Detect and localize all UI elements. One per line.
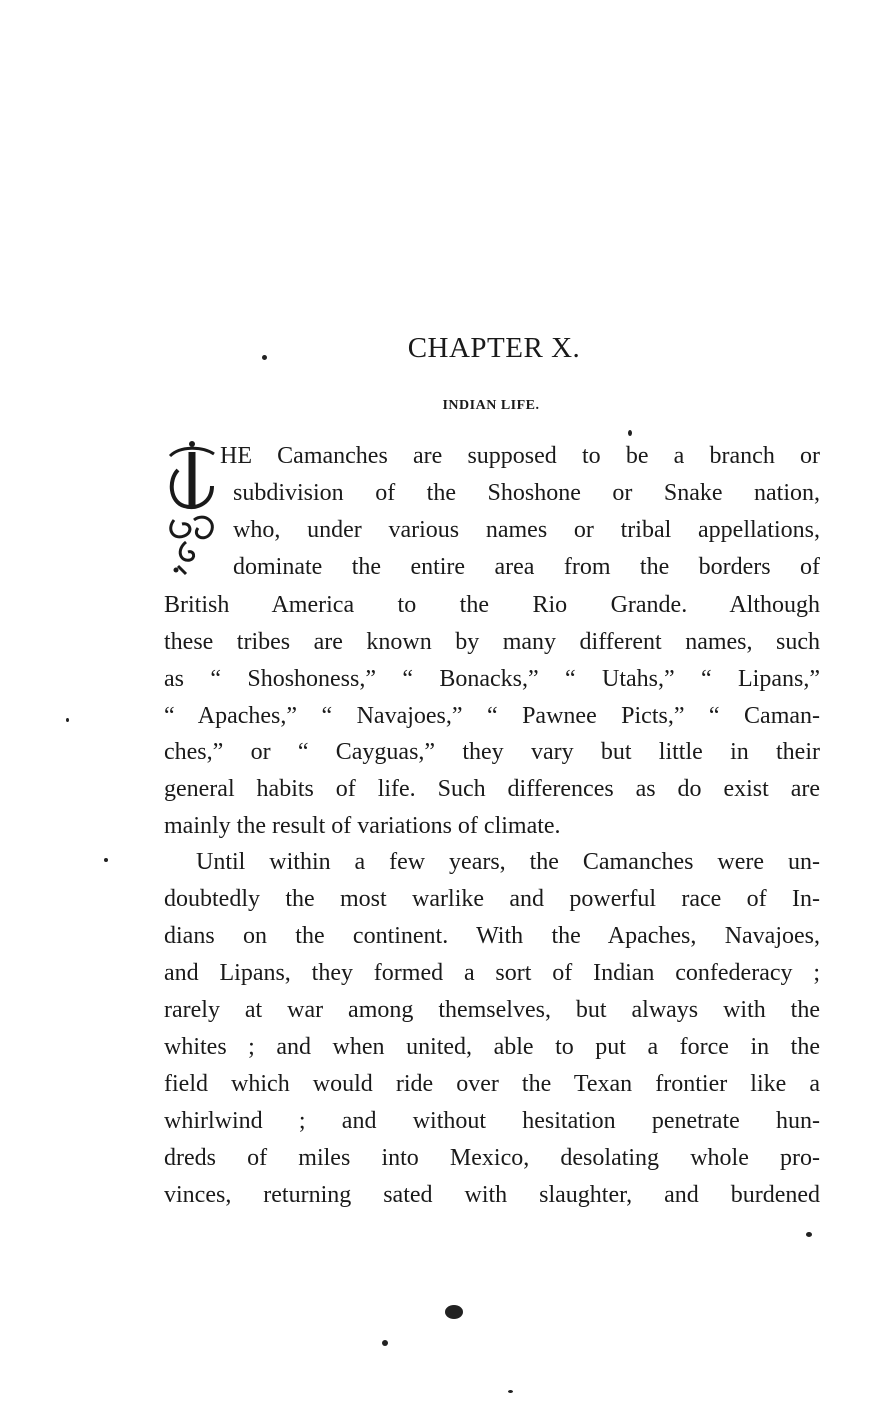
text-line: Until within a few years, the Camanches were un- bbox=[196, 850, 820, 875]
text-line: dreds of miles into Mexico, desolating whole pro- bbox=[164, 1146, 820, 1171]
scan-speck bbox=[806, 1232, 812, 1237]
chapter-number: CHAPTER X. bbox=[407, 332, 581, 364]
ornamental-dropcap-icon bbox=[164, 440, 220, 576]
text-line: ches,” or “ Cayguas,” they vary but little in their bbox=[164, 740, 820, 765]
scan-speck bbox=[262, 355, 267, 360]
scan-speck bbox=[445, 1305, 463, 1319]
text-line: whites ; and when united, able to put a force in the bbox=[164, 1035, 820, 1060]
scan-speck bbox=[382, 1340, 388, 1346]
text-line: these tribes are known by many different names, such bbox=[164, 630, 820, 655]
scan-speck bbox=[104, 858, 108, 862]
text-line: as “ Shoshoness,” “ Bonacks,” “ Utahs,” “ Lipans,” bbox=[164, 667, 820, 692]
text-line: vinces, returning sated with slaughter, and burdened bbox=[164, 1183, 820, 1208]
scan-speck bbox=[66, 718, 69, 722]
text-line: mainly the result of variations of climate. bbox=[164, 813, 561, 839]
scan-speck bbox=[508, 1390, 513, 1393]
text-line: and Lipans, they formed a sort of Indian confederacy ; bbox=[164, 961, 820, 986]
scan-speck bbox=[628, 430, 632, 436]
text-line: whirlwind ; and without hesitation penetrate hun- bbox=[164, 1109, 820, 1134]
text-line: rarely at war among themselves, but always with the bbox=[164, 998, 820, 1023]
text-line: subdivision of the Shoshone or Snake nation, bbox=[233, 481, 820, 506]
text-line: “ Apaches,” “ Navajoes,” “ Pawnee Picts,” “ Caman- bbox=[164, 704, 820, 729]
text-line: HE Camanches are supposed to be a branch or bbox=[220, 444, 820, 469]
text-line: dians on the continent. With the Apaches, Navajoes, bbox=[164, 924, 820, 949]
text-line: dominate the entire area from the borders of bbox=[233, 555, 820, 580]
text-line: doubtedly the most warlike and powerful race of In- bbox=[164, 887, 820, 912]
text-line: field which would ride over the Texan frontier like a bbox=[164, 1072, 820, 1097]
text-line: British America to the Rio Grande. Although bbox=[164, 593, 820, 618]
text-line: general habits of life. Such differences as do exist are bbox=[164, 777, 820, 802]
chapter-title: INDIAN LIFE. bbox=[442, 398, 540, 413]
text-line: who, under various names or tribal appellations, bbox=[233, 518, 820, 543]
